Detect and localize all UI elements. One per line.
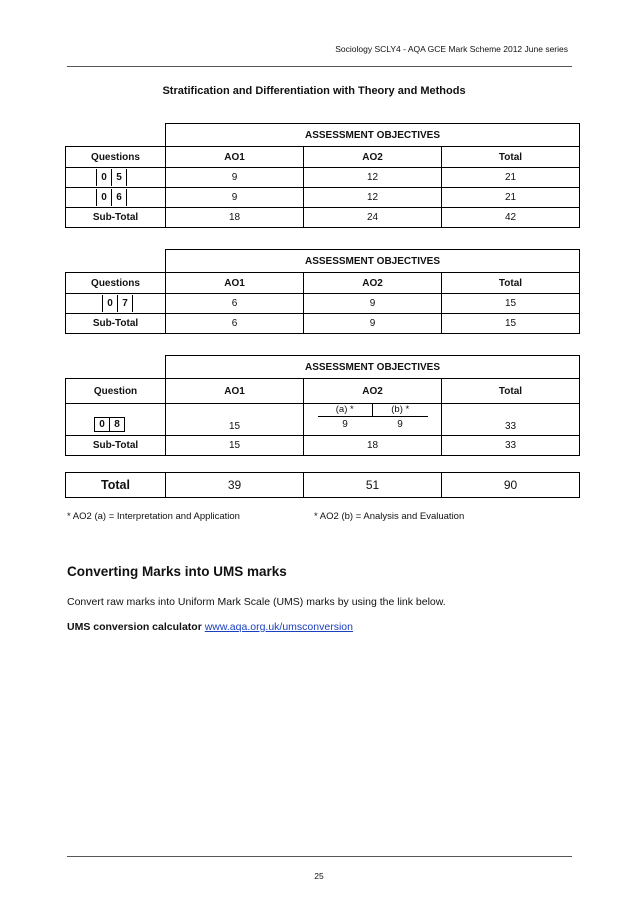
marks-table-1 <box>65 123 580 228</box>
subtotal-row <box>66 208 580 228</box>
question-number: 0 6 <box>96 189 127 206</box>
table-row <box>66 294 580 314</box>
question-number: 0 8 <box>94 417 125 432</box>
objectives-header: ASSESSMENT OBJECTIVES <box>166 124 580 147</box>
col-total: Total <box>442 273 580 294</box>
total-value: 33 <box>442 404 580 436</box>
objectives-header: ASSESSMENT OBJECTIVES <box>166 356 580 379</box>
ao1-value: 6 <box>166 294 304 314</box>
subtotal-row <box>66 314 580 334</box>
ao1-value: 6 <box>166 314 304 334</box>
ao1-value: 15 <box>166 404 304 436</box>
grand-total-total: 90 <box>442 473 580 498</box>
total-value: 33 <box>442 436 580 456</box>
ao2-value: 12 <box>304 188 442 208</box>
col-ao2: AO2 <box>304 273 442 294</box>
question-number: 0 7 <box>102 295 133 312</box>
ao2-value: 9 <box>304 314 442 334</box>
ao2-value: 9 <box>304 294 442 314</box>
ao1-value: 9 <box>166 188 304 208</box>
table-row <box>66 168 580 188</box>
ao1-value: 9 <box>166 168 304 188</box>
marks-table-3 <box>65 355 580 456</box>
ao2-split-cell <box>304 404 442 436</box>
ums-calculator-label: UMS conversion calculator <box>67 621 202 633</box>
grand-total-ao1: 39 <box>166 473 304 498</box>
ao2a-value: 9 <box>342 419 348 430</box>
note-ao2a: * AO2 (a) = Interpretation and Application <box>67 511 240 522</box>
col-total: Total <box>442 379 580 404</box>
header-rule <box>67 66 572 67</box>
ao2b-value: 9 <box>397 419 403 430</box>
col-ao2: AO2 <box>304 147 442 168</box>
page-number: 25 <box>314 871 324 881</box>
ao2-value: 24 <box>304 208 442 228</box>
col-ao1: AO1 <box>166 273 304 294</box>
total-value: 21 <box>442 188 580 208</box>
ums-calculator-line <box>67 621 353 633</box>
total-value: 15 <box>442 314 580 334</box>
grand-total-row <box>66 473 580 498</box>
ao1-value: 15 <box>166 436 304 456</box>
ao2-value: 12 <box>304 168 442 188</box>
total-value: 15 <box>442 294 580 314</box>
subtotal-label: Sub-Total <box>66 208 166 228</box>
col-question: Question <box>66 379 166 404</box>
col-ao1: AO1 <box>166 147 304 168</box>
ao2b-label: (b) * <box>391 404 410 415</box>
ao2a-label: (a) * <box>318 404 374 416</box>
section-title: Stratification and Differentiation with Theory and Methods <box>162 85 466 97</box>
table-row <box>66 404 580 436</box>
ums-conversion-link[interactable]: www.aqa.org.uk/umsconversion <box>204 621 353 633</box>
ums-heading: Converting Marks into UMS marks <box>67 564 287 579</box>
table-row <box>66 188 580 208</box>
running-header: Sociology SCLY4 - AQA GCE Mark Scheme 2012 June series <box>335 44 568 54</box>
subtotal-row <box>66 436 580 456</box>
total-value: 21 <box>442 168 580 188</box>
subtotal-label: Sub-Total <box>66 314 166 334</box>
ao1-value: 18 <box>166 208 304 228</box>
total-value: 42 <box>442 208 580 228</box>
grand-total-table <box>65 472 580 498</box>
ums-paragraph: Convert raw marks into Uniform Mark Scale (UMS) marks by using the link below. <box>67 596 446 608</box>
grand-total-ao2: 51 <box>304 473 442 498</box>
footer-rule <box>67 856 572 857</box>
col-questions: Questions <box>66 147 166 168</box>
ao2-value: 18 <box>304 436 442 456</box>
question-number: 0 5 <box>96 169 127 186</box>
col-ao2: AO2 <box>304 379 442 404</box>
objectives-header: ASSESSMENT OBJECTIVES <box>166 250 580 273</box>
col-questions: Questions <box>66 273 166 294</box>
col-ao1: AO1 <box>166 379 304 404</box>
note-ao2b: * AO2 (b) = Analysis and Evaluation <box>314 511 465 522</box>
grand-total-label: Total <box>66 473 166 498</box>
subtotal-label: Sub-Total <box>66 436 166 456</box>
marks-table-2 <box>65 249 580 334</box>
col-total: Total <box>442 147 580 168</box>
